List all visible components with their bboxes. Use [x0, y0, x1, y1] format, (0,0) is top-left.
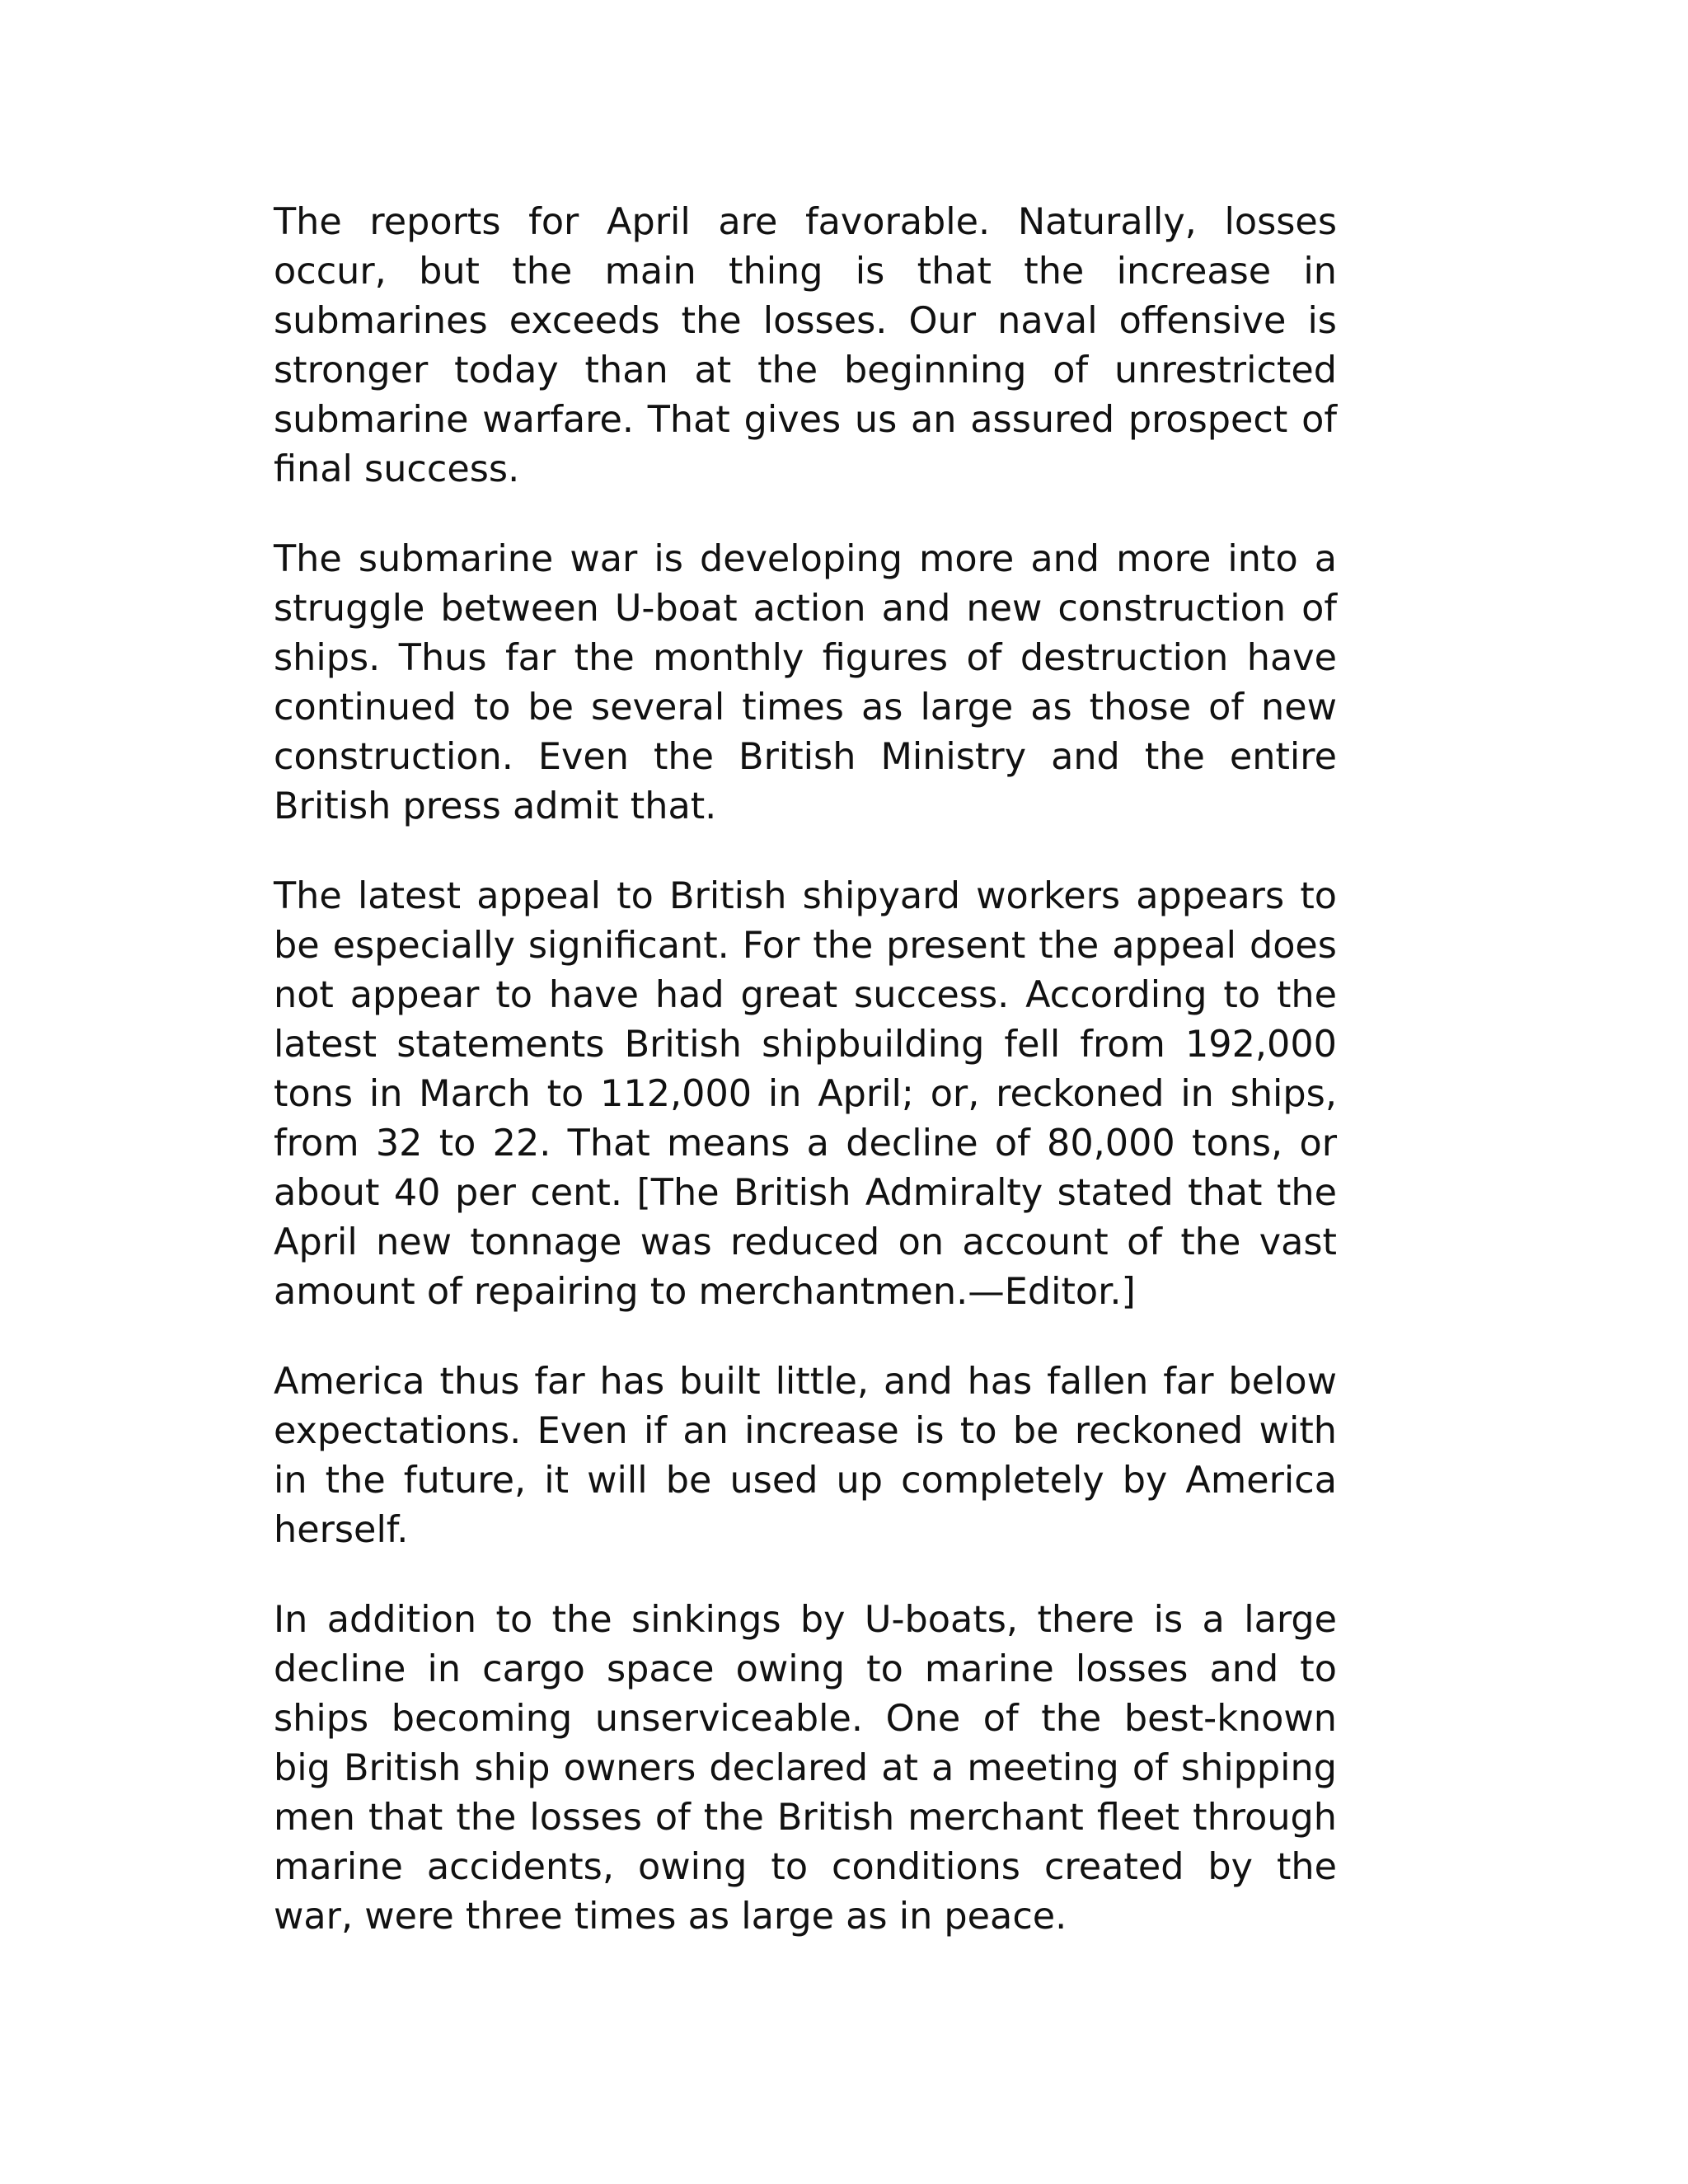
paragraph: In addition to the sinkings by U-boats, there is a large decline in cargo space owing to marine losses and to ships becoming unserviceable. One of the best-known big British ship owners declared at a meeting of shipping men that the losses of the British merchant fleet through marine accidents, owing to conditions created by the war, were three times as large as in peace.	[274, 1599, 1337, 1938]
paragraph: America thus far has built little, and has fallen far below expectations. Even if an increase is to be reckoned with in the future, it will be used up completely by America herself.	[274, 1361, 1337, 1551]
paragraph: The submarine war is developing more and more into a struggle between U-boat action and new construction of ships. Thus far the monthly figures of destruction have continued to be several times as large as those of new construction. Even the British Ministry and the entire British press admit that.	[274, 538, 1337, 827]
paragraph: The reports for April are favorable. Naturally, losses occur, but the main thing is that the increase in submarines exceeds the losses. Our naval offensive is stronger today than at the beginning of unrestricted submarine warfare. That gives us an assured prospect of final success.	[274, 201, 1337, 490]
paragraph: The latest appeal to British shipyard workers appears to be especially significant. For the present the appeal does not appear to have had great success. According to the latest statements British shipbuilding fell from 192,000 tons in March to 112,000 in April; or, reckoned in ships, from 32 to 22. That means a decline of 80,000 tons, or about 40 per cent. [The British Admiralty stated that the April new tonnage was reduced on account of the vast amount of repairing to merchantmen.—Editor.]	[274, 875, 1337, 1313]
body-text	[274, 198, 1337, 1982]
